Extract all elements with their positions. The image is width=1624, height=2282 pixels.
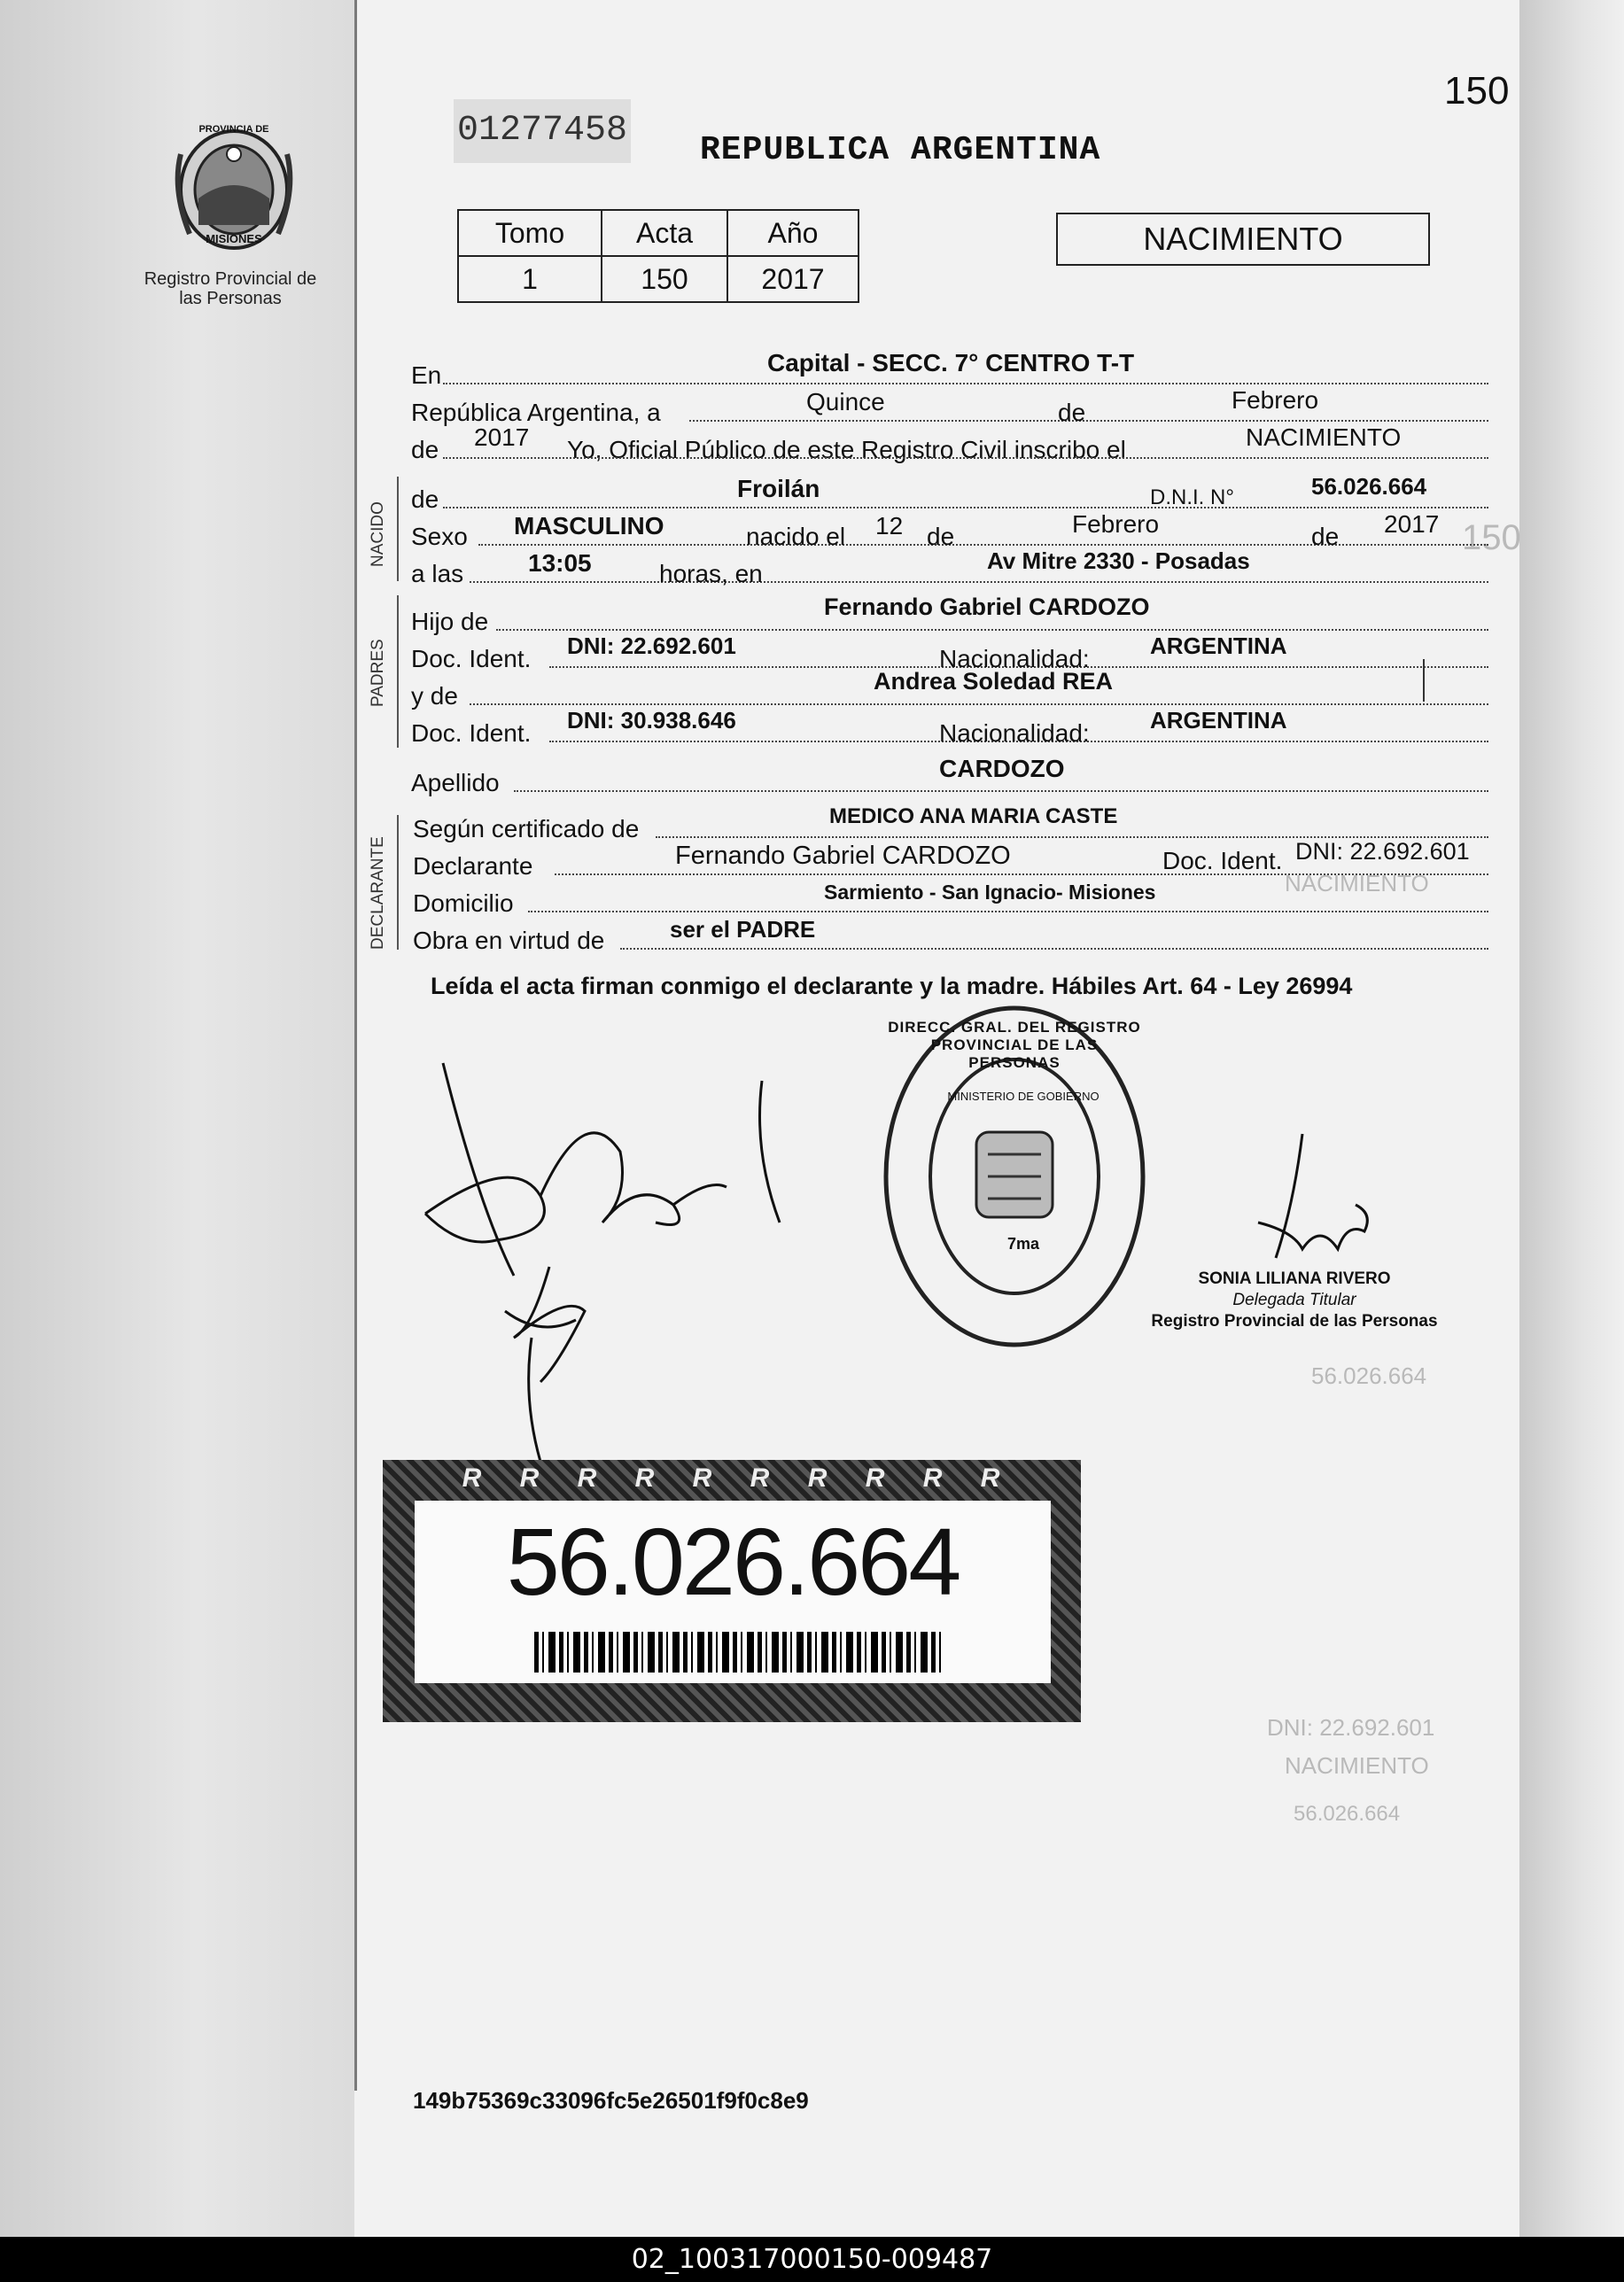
label-inscribo: Yo, Oficial Público de este Registro Civil inscribo el [567,436,1126,463]
place-value: Capital - SECC. 7° CENTRO T-T [767,349,1135,376]
label-de-4: de [927,523,955,550]
label-declarante: Declarante [413,852,533,880]
ghost-child-dni-2: 56.026.664 [1294,1802,1401,1826]
label-de-2: de [411,436,439,463]
ref-value-anio: 2017 [727,256,859,302]
label-y-de: y de [411,682,458,710]
barcode-label [383,1460,1081,1722]
mother-nationality-value: ARGENTINA [1150,707,1287,734]
label-domicilio: Domicilio [413,889,514,917]
seal-ring-text: DIRECC. GRAL. DEL REGISTRO PROVINCIAL DE LAS PERSONAS [888,1019,1141,1071]
declarant-value: Fernando Gabriel CARDOZO [675,842,1011,870]
country-title: REPUBLICA ARGENTINA [700,131,1101,169]
dotted-line [620,948,1488,950]
father-doc-value: DNI: 22.692.601 [567,633,736,659]
dotted-line [470,581,1488,583]
birth-time-value: 13:05 [528,549,592,577]
official-name: SONIA LILIANA RIVERO [1198,1269,1391,1288]
record-reference-table [457,209,859,303]
dotted-line [443,383,1488,384]
birth-place-value: Av Mitre 2330 - Posadas [987,547,1250,574]
father-nationality-value: ARGENTINA [1150,633,1287,659]
label-doc-ident-3: Doc. Ident. [1162,847,1283,874]
official-block [1131,1269,1458,1332]
seal-center-text: 7ma [1006,1235,1040,1253]
label-nacionalidad-2: Nacionalidad: [939,719,1090,747]
label-sexo: Sexo [411,523,468,550]
right-bleed-strip [1519,0,1624,2237]
barcode-number: 56.026.664 [506,1508,960,1615]
seal-bottom-text: MISIONES [206,232,262,245]
certificate-value: MEDICO ANA MARIA CASTE [829,804,1118,828]
label-nacido: nacido el [746,523,846,550]
label-hijo-de: Hijo de [411,608,489,635]
barcode-bars-icon [534,1632,942,1673]
child-dni-value: 56.026.664 [1311,473,1427,500]
dotted-line [555,873,1488,875]
record-type-box: NACIMIENTO [1056,213,1430,266]
label-de-3: de [411,485,439,513]
section-bar-nacido [397,477,399,581]
label-de-5: de [1311,523,1340,550]
section-label-declarante: DECLARANTE [369,836,387,950]
label-en: En [411,361,442,389]
dotted-line [443,457,1488,459]
birth-day-value: 12 [875,512,904,539]
label-dni: D.N.I. N° [1150,485,1234,509]
section-bar-padres [397,595,399,748]
ghost-nacimiento-2: NACIMIENTO [1285,1752,1429,1779]
label-de-1: de [1058,399,1086,426]
event-value: NACIMIENTO [1246,423,1402,451]
label-obra-en-virtud: Obra en virtud de [413,927,605,954]
label-nacionalidad-1: Nacionalidad: [939,645,1090,672]
official-signature-icon [1240,1125,1418,1285]
sex-value: MASCULINO [514,512,664,539]
month-words-value: Febrero [1232,386,1319,414]
document-hash: 149b75369c33096fc5e26501f9f0c8e9 [413,2087,809,2114]
seal-inner-text: MINISTERIO DE GOBIERNO [947,1090,1100,1103]
section-bar-declarante [397,815,399,950]
seal-top-text: PROVINCIA DE [198,124,269,135]
ghost-father-doc: DNI: 22.692.601 [1267,1714,1435,1741]
label-segun-certificado: Según certificado de [413,815,640,842]
dotted-line [496,629,1488,631]
mother-doc-value: DNI: 30.938.646 [567,707,736,734]
dotted-line [470,703,1488,705]
birth-month-value: Febrero [1072,510,1160,538]
mother-name-value: Andrea Soledad REA [874,668,1114,695]
ghost-child-dni: 56.026.664 [1311,1362,1427,1389]
surname-value: CARDOZO [939,755,1065,782]
dotted-line [514,790,1488,792]
official-office: Registro Provincial de las Personas [1151,1312,1438,1331]
serial-stamp: 01277458 [454,99,631,163]
ref-header-acta: Acta [602,210,727,256]
official-title: Delegada Titular [1232,1291,1356,1309]
declarant-signature-icon [408,1045,815,1471]
dotted-line [689,420,1488,422]
label-doc-ident-1: Doc. Ident. [411,645,532,672]
label-doc-ident-2: Doc. Ident. [411,719,532,747]
ref-header-tomo: Tomo [458,210,602,256]
barcode-panel [415,1501,1051,1683]
left-bleed-strip [0,0,354,2237]
birth-year-value: 2017 [1384,510,1440,538]
day-words-value: Quince [806,388,885,415]
section-label-nacido: NACIDO [369,501,387,567]
page-number: 150 [1444,69,1510,113]
barcode-pattern-row: R R R R R R R R R R [462,1463,1002,1493]
tab-stop-mark [1423,659,1425,702]
ref-header-anio: Año [727,210,859,256]
label-apellido: Apellido [411,769,500,796]
legal-statement: Leída el acta firman conmigo el declarante y la madre. Hábiles Art. 64 - Ley 26994 [431,973,1353,999]
label-horas-en: horas, en [659,560,763,587]
capacity-value: ser el PADRE [670,916,816,943]
ghost-page-number: 150 [1462,518,1521,557]
child-name-value: Froilán [737,475,820,502]
address-value: Sarmiento - San Ignacio- Misiones [824,881,1156,904]
declarant-doc-value: DNI: 22.692.601 [1295,838,1470,865]
ref-value-acta: 150 [602,256,727,302]
dotted-line [443,507,1488,508]
registry-name: Registro Provincial de las Personas [144,269,317,308]
dotted-line [528,911,1488,912]
year-value: 2017 [474,423,530,451]
label-republica: República Argentina, a [411,399,661,426]
father-name-value: Fernando Gabriel CARDOZO [824,594,1150,620]
label-a-las: a las [411,560,464,587]
ghost-nacimiento: NACIMIENTO [1285,870,1429,896]
margin-rule [354,0,357,2091]
section-label-padres: PADRES [369,639,387,707]
footer-id-bar: 02_100317000150-009487 [0,2237,1624,2282]
ref-value-tomo: 1 [458,256,602,302]
